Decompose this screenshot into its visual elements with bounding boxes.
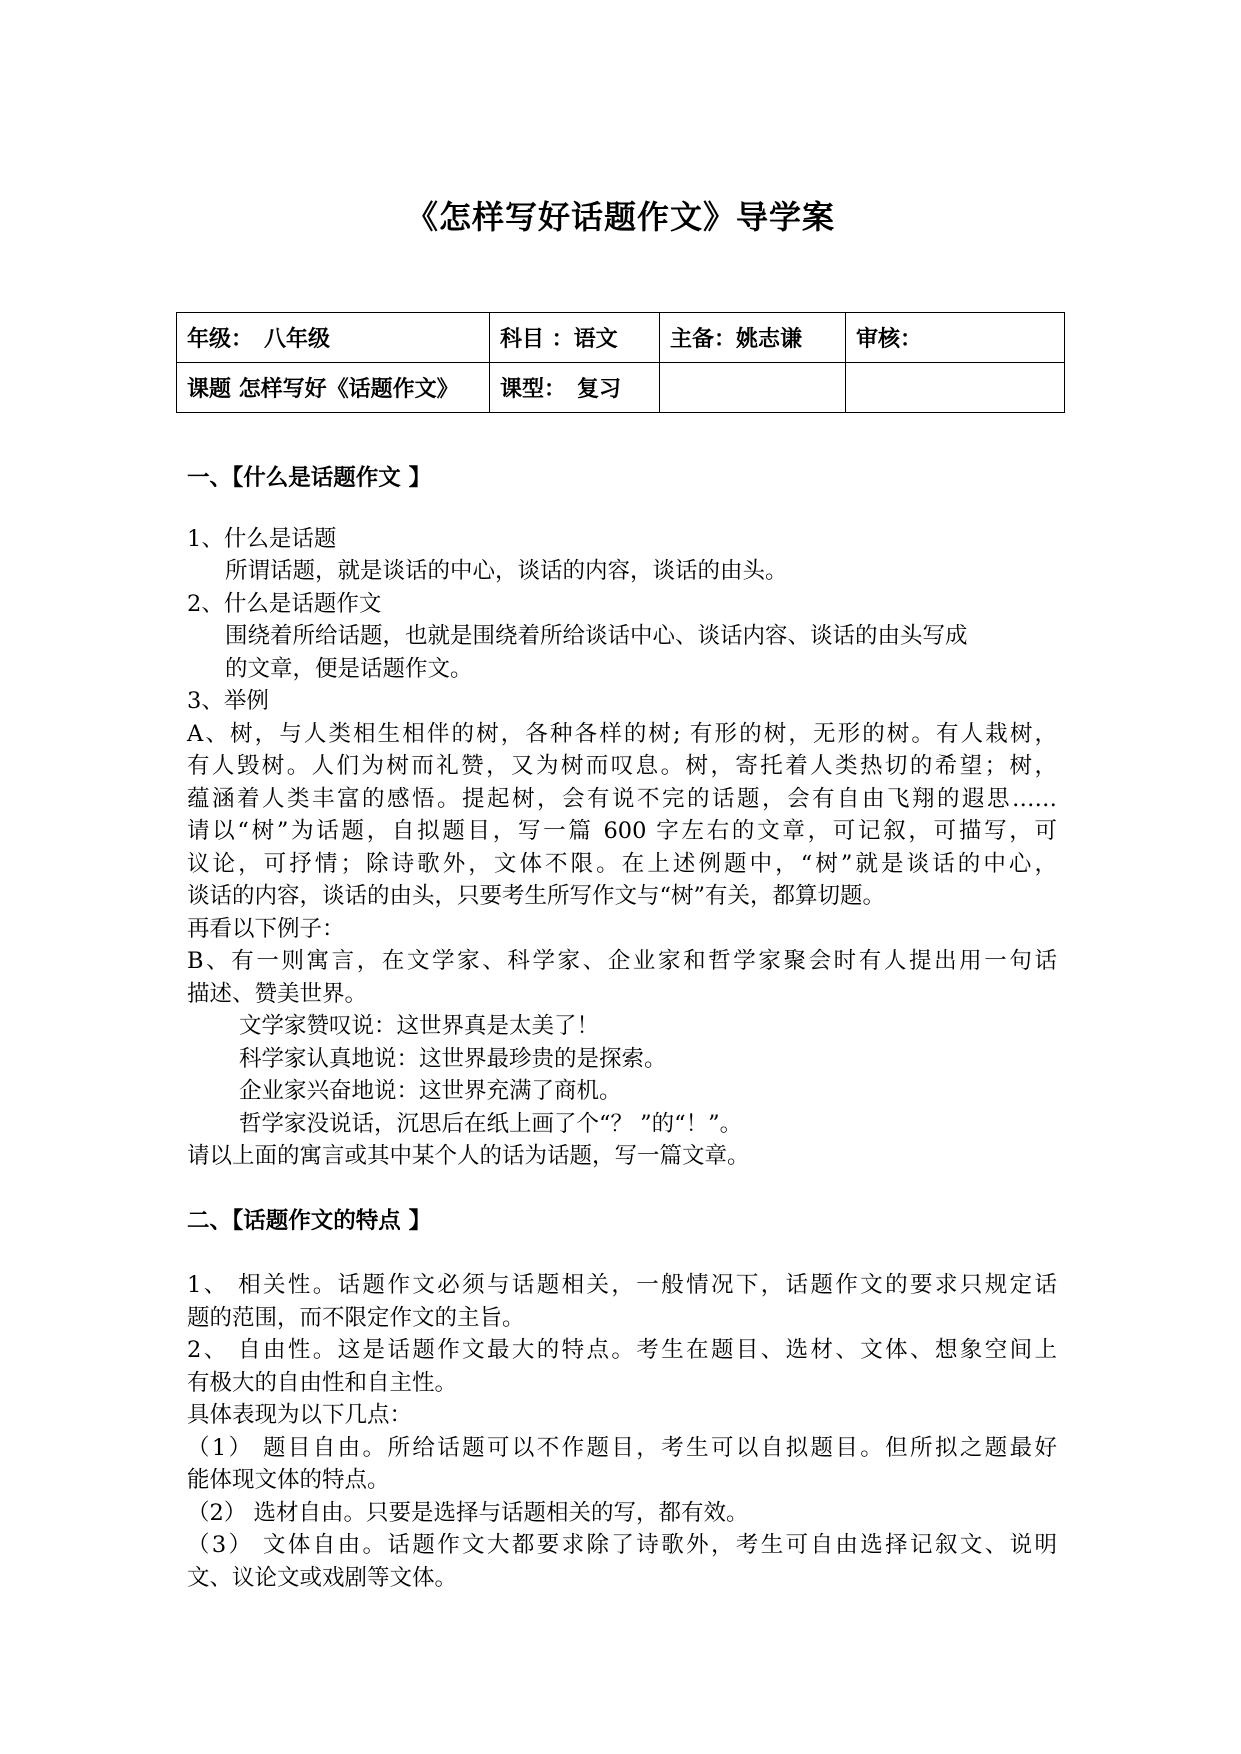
sub-feature-line: 文、议论文或戏剧等文体。 <box>187 1564 458 1591</box>
preparer-cell: 主备：姚志谦 <box>660 313 846 363</box>
spacer <box>187 1237 1057 1269</box>
prompt-line: 请以上面的寓言或其中某个人的话为话题，写一篇文章。 <box>187 1143 750 1169</box>
sub-feature-line: （1） 题目自由。所给话题可以不作题目，考生可以自拟题目。但所拟之题最好 <box>187 1434 1057 1461</box>
example-a-line: 议论，可抒情；除诗歌外，文体不限。在上述例题中，“树”就是谈话的中心， <box>187 850 1057 877</box>
more-examples-text: 再看以下例子： <box>187 915 345 942</box>
sub-feature-line: 能体现文体的特点。 <box>187 1467 390 1493</box>
example-a-line: 谈话的内容，谈话的由头，只要考生所写作文与“树”有关，都算切题。 <box>187 883 886 909</box>
example-a-line: A、树，与人类相生相伴的树，各种各样的树; 有形的树，无形的树。有人栽树， <box>187 720 1057 747</box>
info-table <box>176 312 1065 413</box>
quote-line: 哲学家没说话，沉思后在纸上画了个“？ ”的“！”。 <box>239 1110 743 1137</box>
table-row <box>177 363 1065 413</box>
example-b-line: 描述、赞美世界。 <box>187 980 368 1007</box>
spacer <box>187 1173 1057 1205</box>
item1-title: 1、什么是话题 <box>187 525 337 552</box>
sub-feature-line: （2） 选材自由。只要是选择与话题相关的写，都有效。 <box>187 1499 749 1526</box>
item2-title: 2、什么是话题作文 <box>187 590 382 617</box>
example-a-line: 请以“树”为话题，自拟题目，写一篇 600 字左右的文章，可记叙，可描写，可 <box>187 818 1057 844</box>
item1-text: 所谓话题，就是谈话的中心，谈话的内容，谈话的由头。 <box>225 558 788 584</box>
item3-title: 3、举例 <box>187 688 269 714</box>
empty-cell <box>660 363 846 413</box>
spacer <box>187 495 1057 523</box>
example-a-line: 蕴涵着人类丰富的感悟。提起树，会有说不完的话题，会有自由飞翔的遐思…… <box>187 785 1057 812</box>
sub-feature-line: （3） 文体自由。话题作文大都要求除了诗歌外，考生可自由选择记叙文、说明 <box>187 1532 1057 1558</box>
table-row <box>177 313 1065 363</box>
quote-line: 科学家认真地说：这世界最珍贵的是探索。 <box>239 1045 667 1072</box>
subject-cell: 科目 ：语文 <box>490 313 660 363</box>
feature-line: 有极大的自由性和自主性。 <box>187 1369 458 1396</box>
feature-line: 题的范围，而不限定作文的主旨。 <box>187 1304 525 1331</box>
feature-line: 1、 相关性。话题作文必须与话题相关，一般情况下，话题作文的要求只规定话 <box>187 1272 1057 1298</box>
item2-text: 围绕着所给话题，也就是围绕着所给谈话中心、谈话内容、谈话的由头写成 <box>225 623 968 649</box>
topic-cell: 课题 怎样写好《话题作文》 <box>177 363 490 413</box>
item2-text: 的文章，便是话题作文。 <box>225 655 473 682</box>
document-body <box>187 462 1057 1594</box>
feature-line: 2、 自由性。这是话题作文最大的特点。考生在题目、选材、文体、想象空间上 <box>187 1337 1057 1363</box>
section2-heading: 二、【话题作文的特点 】 <box>187 1207 432 1234</box>
lesson-type-cell: 课型： 复习 <box>490 363 660 413</box>
quote-line: 企业家兴奋地说：这世界充满了商机。 <box>239 1078 622 1104</box>
page-title: 《怎样写好话题作文》导学案 <box>405 198 835 236</box>
reviewer-cell: 审核： <box>846 313 1065 363</box>
grade-cell: 年级： 八年级 <box>177 313 490 363</box>
section1-heading: 一、【什么是话题作文 】 <box>187 465 432 491</box>
feature-line: 具体表现为以下几点： <box>187 1402 413 1428</box>
example-a-line: 有人毁树。人们为树而礼赞，又为树而叹息。树，寄托着人类热切的希望；树， <box>187 753 1057 779</box>
quote-line: 文学家赞叹说：这世界真是太美了！ <box>239 1013 600 1039</box>
example-b-line: B、有一则寓言，在文学家、科学家、企业家和哲学家聚会时有人提出用一句话 <box>187 948 1057 974</box>
empty-cell <box>846 363 1065 413</box>
